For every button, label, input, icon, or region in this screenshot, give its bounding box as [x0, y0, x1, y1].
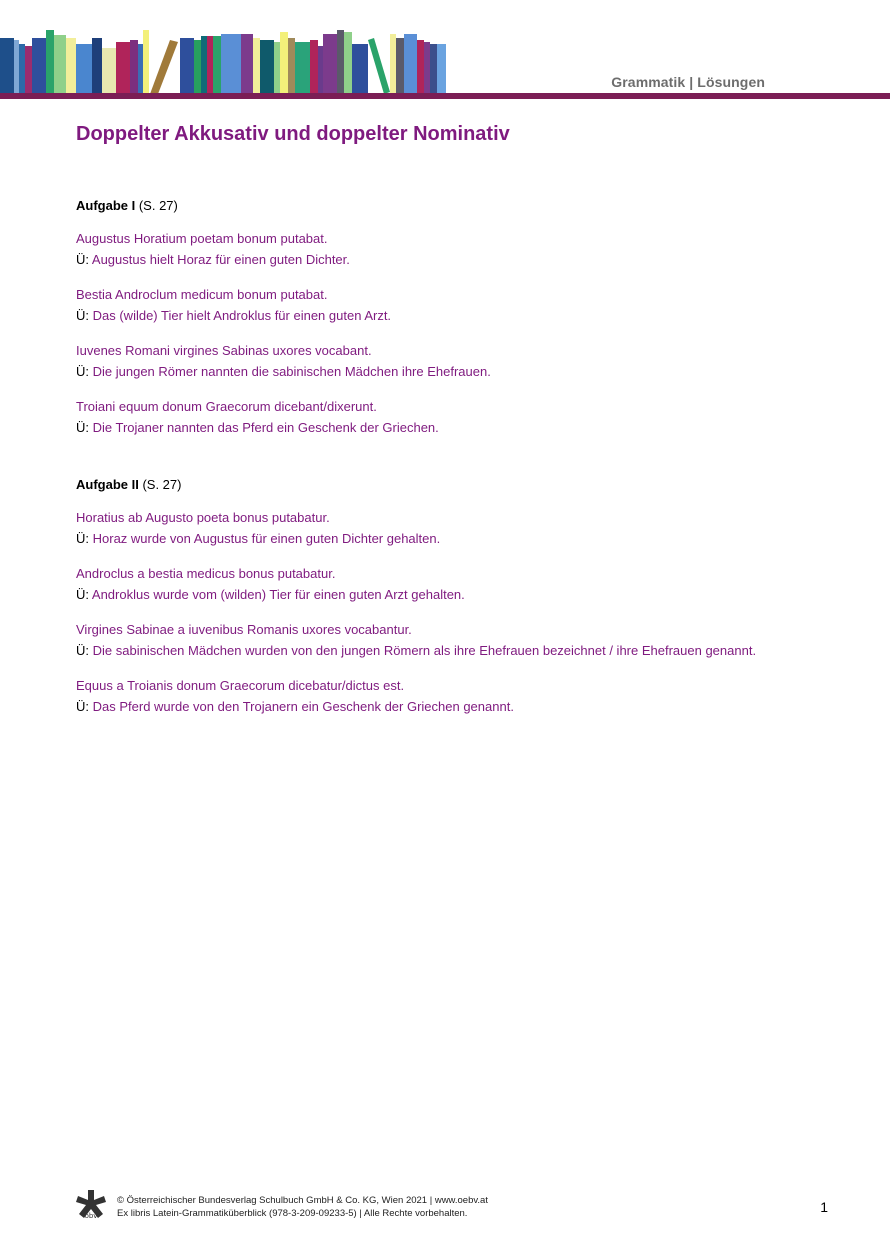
translation-prefix: Ü: [76, 643, 93, 658]
translation-line [76, 305, 856, 326]
latin-sentence: Androclus a bestia medicus bonus putabatur. [76, 566, 336, 581]
bookshelf-illustration [0, 0, 450, 96]
publisher-logo-text: öbv [84, 1212, 98, 1220]
latin-sentence: Iuvenes Romani virgines Sabinas uxores vocabant. [76, 343, 372, 358]
header-rule [0, 93, 890, 99]
publisher-logo-icon [76, 1190, 106, 1222]
exercise-item [76, 284, 856, 326]
copyright-line-2: Ex libris Latein-Grammatiküberblick (978-3-209-09233-5) | Alle Rechte vorbehalten. [117, 1208, 468, 1219]
copyright-notice [117, 1194, 488, 1220]
translation-text: Die Trojaner nannten das Pferd ein Geschenk der Griechen. [92, 420, 439, 435]
translation-text: Die sabinischen Mädchen wurden von den jungen Römern als ihre Ehefrauen bezeichnet / ihre Ehefrauen genannt. [92, 643, 757, 658]
translation-line [76, 249, 856, 270]
translation-prefix: Ü: [76, 308, 93, 323]
translation-text: Horaz wurde von Augustus für einen guten Dichter gehalten. [92, 531, 441, 546]
translation-line [76, 528, 856, 549]
translation-prefix: Ü: [76, 531, 93, 546]
latin-sentence: Virgines Sabinae a iuvenibus Romanis uxores vocabantur. [76, 622, 412, 637]
translation-line [76, 696, 856, 717]
translation-prefix: Ü: [76, 252, 92, 267]
header-section-label: Grammatik | Lösungen [611, 74, 765, 90]
translation-line [76, 417, 856, 438]
exercise-item [76, 340, 856, 382]
translation-text: Die jungen Römer nannten die sabinischen Mädchen ihre Ehefrauen. [92, 364, 491, 379]
translation-line [76, 361, 856, 382]
translation-line [76, 640, 856, 661]
translation-prefix: Ü: [76, 364, 93, 379]
translation-text: Das (wilde) Tier hielt Androklus für einen guten Arzt. [92, 308, 392, 323]
exercise-section-1 [76, 197, 856, 452]
exercise-heading-label: Aufgabe II [76, 477, 139, 492]
exercise-heading-page: (S. 27) [135, 198, 178, 213]
page-title: Doppelter Akkusativ und doppelter Nominativ [76, 123, 510, 145]
translation-prefix: Ü: [76, 699, 93, 714]
translation-line [76, 584, 856, 605]
latin-sentence: Equus a Troianis donum Graecorum dicebatur/dictus est. [76, 678, 405, 693]
exercise-item [76, 563, 856, 605]
exercise-item [76, 619, 856, 661]
exercise-heading-page: (S. 27) [138, 477, 182, 492]
page-number: 1 [820, 1199, 828, 1215]
page-header [0, 0, 890, 102]
latin-sentence: Augustus Horatium poetam bonum putabat. [76, 231, 328, 246]
exercise-section-2 [76, 476, 856, 731]
latin-sentence: Bestia Androclum medicum bonum putabat. [76, 287, 328, 302]
translation-text: Augustus hielt Horaz für einen guten Dichter. [91, 252, 350, 267]
exercise-item [76, 675, 856, 717]
translation-text: Androklus wurde vom (wilden) Tier für einen guten Arzt gehalten. [91, 587, 465, 602]
exercise-heading [76, 476, 856, 493]
latin-sentence: Troiani equum donum Graecorum dicebant/dixerunt. [76, 399, 377, 414]
exercise-item [76, 396, 856, 438]
copyright-line-1: © Österreichischer Bundesverlag Schulbuch GmbH & Co. KG, Wien 2021 | www.oebv.at [117, 1195, 488, 1206]
translation-prefix: Ü: [76, 587, 92, 602]
exercise-item [76, 228, 856, 270]
translation-text: Das Pferd wurde von den Trojanern ein Geschenk der Griechen genannt. [92, 699, 514, 714]
exercise-item [76, 507, 856, 549]
page-footer [76, 1190, 836, 1226]
translation-prefix: Ü: [76, 420, 93, 435]
exercise-heading [76, 197, 856, 214]
exercise-heading-label: Aufgabe I [76, 198, 136, 213]
latin-sentence: Horatius ab Augusto poeta bonus putabatur. [76, 510, 330, 525]
